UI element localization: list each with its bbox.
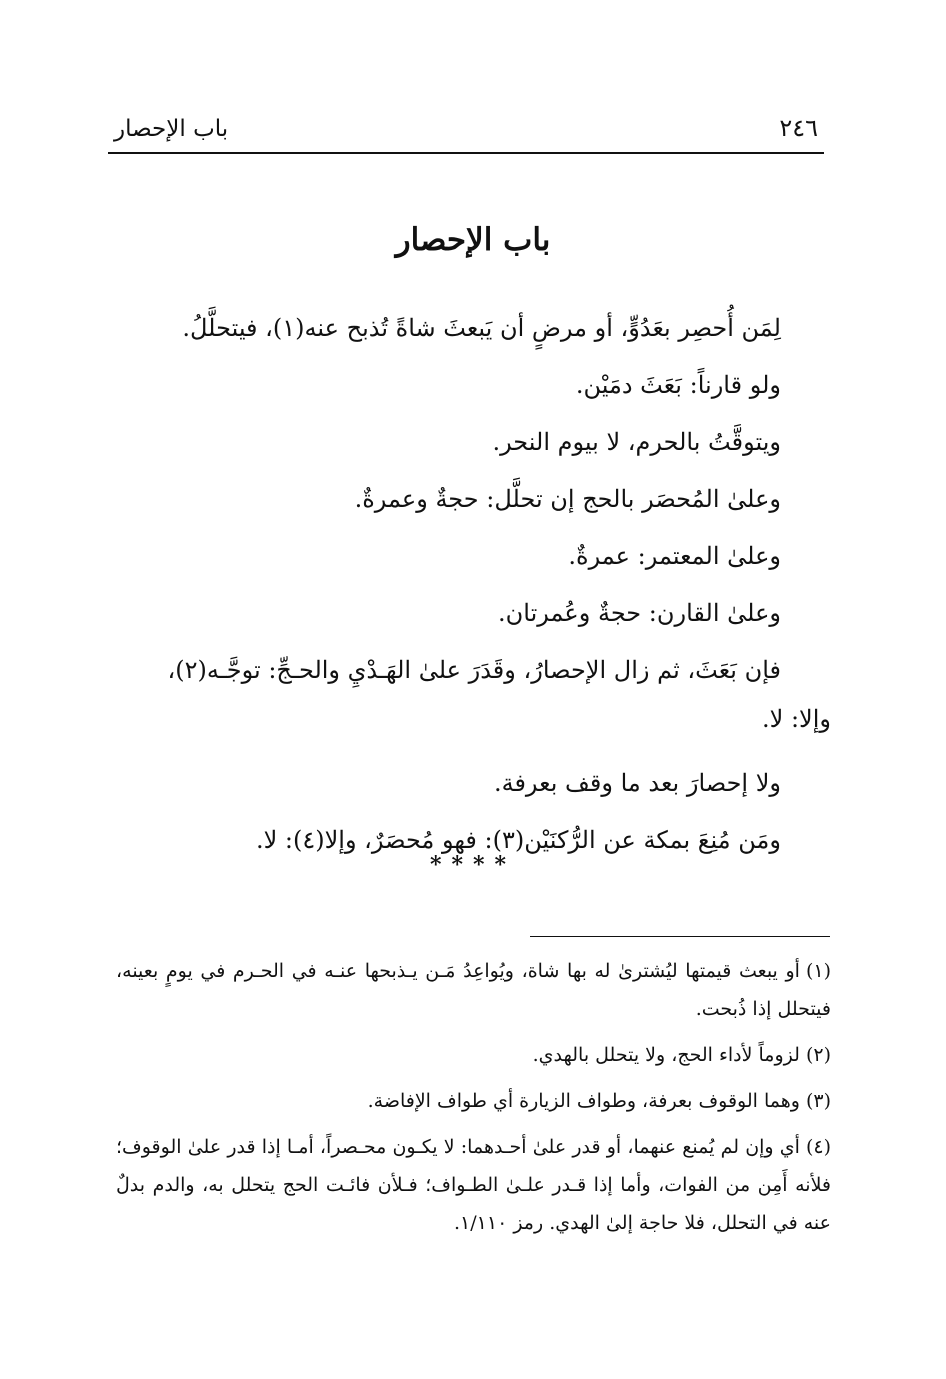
footnote-rule [530, 936, 830, 937]
running-title: باب الإحصار [114, 116, 229, 142]
text-line: ومَن مُنِعَ بمكة عن الرُّكنَيْن(٣): فهو مُحصَرٌ، وإلا(٤): لا. [255, 826, 781, 854]
footnote-text: أي وإن لم يُمنع عنهما، أو قدر علىٰ أحـدهما: لا يكـون محـصراً، أمـا إذا قدر علىٰ الوقوف؛ فلأنه أَمِن من الفوات، وأما إذا قـدر علـىٰ الطـواف؛ فـلأن فائـت الحج يتحلل به، والدم بدلٌ عنه في التحلل، فلا حاجة إلىٰ الهدي. رمز ١/١١٠. [116, 1136, 831, 1234]
footnote-text: وهما الوقوف بعرفة، وطواف الزيارة أي طواف الإفاضة. [367, 1090, 800, 1112]
footnote-mark: (٢) [805, 1044, 831, 1066]
footnote [116, 1036, 831, 1074]
text-line: ولا إحصارَ بعد ما وقف بعرفة. [493, 769, 781, 797]
text-line: لِمَن أُحصِر بعَدُوٍّ، أو مرضٍ أن يَبعثَ شاةً تُذبح عنه(١)، فيتحلَّلُ. [182, 314, 781, 342]
text-line: وإلا: لا. [762, 705, 831, 733]
footnote-text: لزوماً لأداء الحج، ولا يتحلل بالهدي. [532, 1044, 800, 1066]
page-number: ٢٤٦ [779, 114, 818, 142]
footnote [116, 1082, 831, 1120]
text-line: وعلىٰ القارن: حجةٌ وعُمرتان. [498, 599, 781, 627]
body-text [101, 300, 831, 869]
text-line: وعلىٰ المعتمر: عمرةٌ. [568, 542, 781, 570]
text-line: ولو قارناً: بَعَثَ دمَيْن. [575, 371, 781, 399]
footnote [116, 952, 831, 1028]
footnote-text: أو يبعث قيمتها ليُشترىٰ له بها شاة، ويُواعِدُ مَـن يـذبحها عنـه في الحـرم في يومٍ بعينه، فيتحلل إذا ذُبحت. [116, 960, 831, 1020]
footnote [116, 1128, 831, 1242]
text-line: ويتوقَّتُ بالحرم، لا بيوم النحر. [492, 428, 781, 456]
chapter-title: باب الإحصار [395, 222, 551, 258]
section-separator: **** [429, 852, 517, 878]
text-line: فإن بَعَثَ، ثم زال الإحصارُ، وقَدَرَ علىٰ الهَـدْيِ والحـجِّ: توجَّـه(٢)، [167, 656, 781, 684]
running-header [108, 110, 824, 154]
footnote-mark: (٤) [805, 1136, 831, 1158]
text-line: وعلىٰ المُحصَر بالحج إن تحلَّل: حجةٌ وعمرةٌ. [354, 485, 781, 513]
footnote-mark: (١) [805, 960, 831, 982]
footnote-mark: (٣) [805, 1090, 831, 1112]
footnotes [116, 952, 831, 1250]
